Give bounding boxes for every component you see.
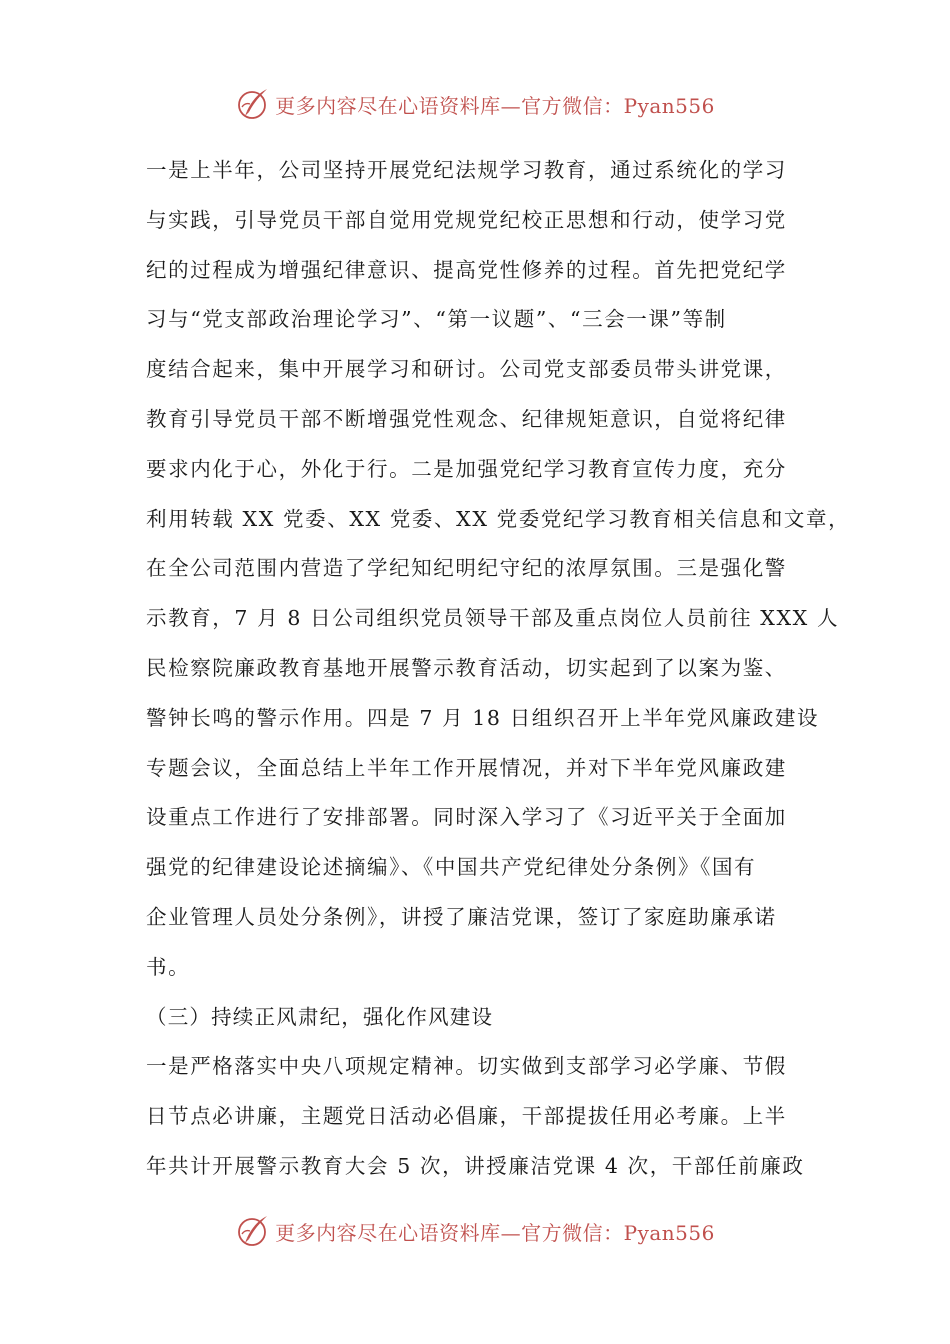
body-line: 日节点必讲廉，主题党日活动必倡廉，干部提拔任用必考廉。上半 — [146, 1104, 787, 1129]
body-line: 书。 — [146, 954, 191, 979]
body-line: 利用转载 XX 党委、XX 党委、XX 党委党纪学习教育相关信息和文章， — [146, 506, 851, 531]
body-line: 要求内化于心，外化于行。二是加强党纪学习教育宣传力度，充分 — [146, 456, 787, 481]
document-body — [146, 146, 851, 1192]
body-line: 习与“党支部政治理论学习”、“第一议题”、“三会一课”等制 — [146, 307, 727, 332]
body-line: 强党的纪律建设论述摘编》、《中国共产党纪律处分条例》《国有 — [146, 855, 757, 880]
body-line: 度结合起来，集中开展学习和研讨。公司党支部委员带头讲党课， — [146, 357, 787, 382]
watermark-text: 更多内容尽在心语资料库—官方微信：Pyan556 — [275, 1220, 715, 1245]
body-line: 一是上半年，公司坚持开展党纪法规学习教育，通过系统化的学习 — [146, 158, 787, 182]
watermark-text: 更多内容尽在心语资料库—官方微信：Pyan556 — [275, 93, 715, 118]
footer-watermark — [0, 1209, 950, 1253]
quill-pen-logo-icon — [235, 1213, 271, 1249]
body-line: 纪的过程成为增强纪律意识、提高党性修养的过程。首先把党纪学 — [146, 257, 787, 282]
body-line: 设重点工作进行了安排部署。同时深入学习了《习近平关于全面加 — [146, 805, 787, 830]
section-heading: （三）持续正风肃纪，强化作风建设 — [146, 1004, 494, 1029]
body-line: 专题会议，全面总结上半年工作开展情况，并对下半年党风廉政建 — [146, 755, 787, 780]
header-watermark-group — [235, 86, 715, 122]
body-line: 年共计开展警示教育大会 5 次，讲授廉洁党课 4 次，干部任前廉政 — [146, 1153, 805, 1178]
footer-watermark-group — [235, 1213, 715, 1249]
header-watermark — [0, 82, 950, 126]
body-line: 教育引导党员干部不断增强党性观念、纪律规矩意识，自觉将纪律 — [146, 406, 787, 431]
body-line: 企业管理人员处分条例》，讲授了廉洁党课，签订了家庭助廉承诺 — [146, 904, 777, 929]
body-line: 示教育，7 月 8 日公司组织党员领导干部及重点岗位人员前往 XXX 人 — [146, 606, 840, 631]
body-line: 民检察院廉政教育基地开展警示教育活动，切实起到了以案为鉴、 — [146, 655, 787, 680]
body-line: 警钟长鸣的警示作用。四是 7 月 18 日组织召开上半年党风廉政建设 — [146, 705, 820, 730]
body-line: 与实践，引导党员干部自觉用党规党纪校正思想和行动，使学习党 — [146, 207, 787, 232]
quill-pen-logo-icon — [235, 86, 271, 122]
body-line: 一是严格落实中央八项规定精神。切实做到支部学习必学廉、节假 — [146, 1054, 787, 1079]
body-line: 在全公司范围内营造了学纪知纪明纪守纪的浓厚氛围。三是强化警 — [146, 556, 787, 581]
